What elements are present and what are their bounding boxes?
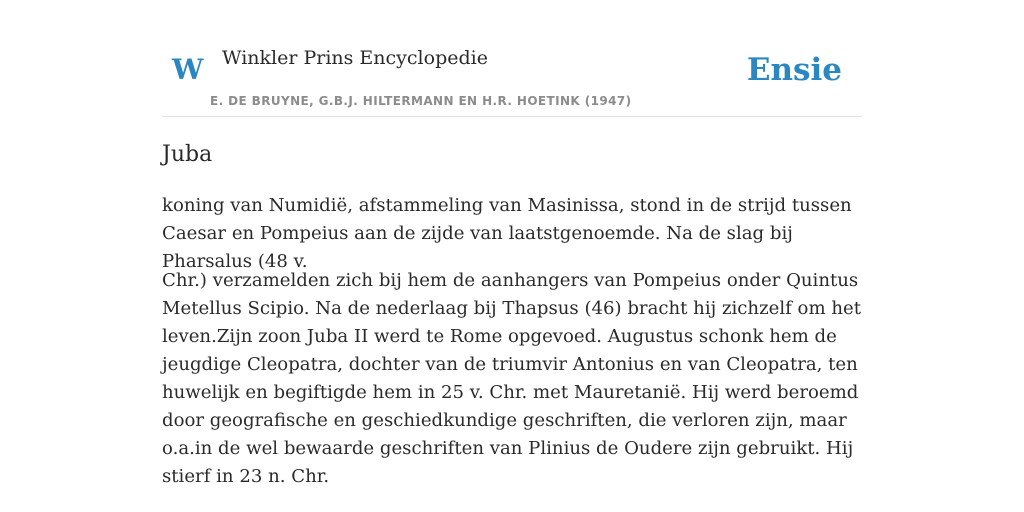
source-title[interactable]: Winkler Prins Encyclopedie xyxy=(222,47,488,69)
article-paragraph: Chr.) verzamelden zich bij hem de aanhangers van Pompeius onder Quintus Metellus Scipio. Na de nederlaag bij Thapsus (46) bracht hij zichzelf om het leven.Zijn zoon Juba II werd te Rome opgevoed. Augustus schonk hem de jeugdige Cleopatra, dochter van de triumvir Antonius en van Cleopatra, ten huwelijk en begiftigde hem in 25 v. Chr. met Mauretanië. Hij werd beroemd door geografische en geschiedkundige geschriften, die verloren zijn, maar o.a.in de wel bewaarde geschriften van Plinius de Oudere zijn gebruikt. Hij stierf in 23 n. Chr. xyxy=(162,270,861,487)
winkler-prins-logo[interactable]: W xyxy=(172,53,204,86)
article-title: Juba xyxy=(162,142,213,167)
source-authors: E. DE BRUYNE, G.B.J. HILTERMANN EN H.R. HOETINK (1947) xyxy=(210,94,632,108)
ensie-brand-logo[interactable]: Ensie xyxy=(746,52,842,88)
page-container xyxy=(162,0,862,487)
article-paragraph: koning van Numidië, afstammeling van Masinissa, stond in de strijd tussen Caesar en Pompeius aan de zijde van laatstgenoemde. Na de slag bij Pharsalus (48 v. xyxy=(162,195,852,272)
site-header xyxy=(162,0,862,117)
